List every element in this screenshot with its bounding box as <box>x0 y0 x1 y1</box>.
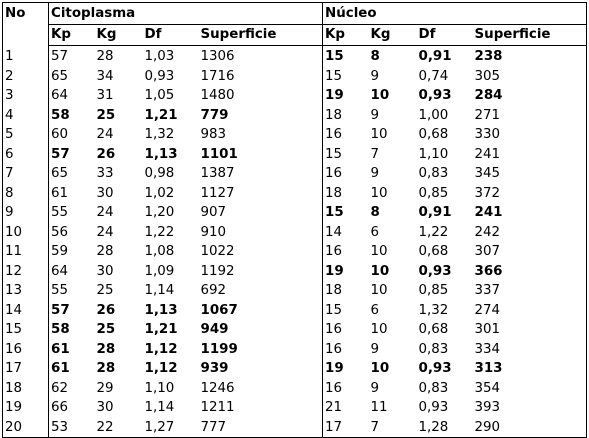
cell-no: 18 <box>5 380 23 396</box>
cell-nucleo-kp: 14 <box>323 223 369 243</box>
header-citoplasma-kg: Kg <box>95 25 143 46</box>
cell-citoplasma-kp: 57 <box>49 301 95 321</box>
cell-nucleo-df: 0,68 <box>418 244 449 259</box>
cell-citoplasma-kp: 59 <box>49 242 95 262</box>
cell-nucleo-superficie: 366 <box>474 263 503 279</box>
cell-nucleo-df: 0,91 <box>418 205 452 220</box>
table-row <box>3 398 587 418</box>
cell-citoplasma-kg: 24 <box>96 224 114 240</box>
table-row <box>3 359 587 379</box>
cell-citoplasma-kp: 61 <box>49 340 95 360</box>
cell-nucleo-kp: 21 <box>323 398 369 418</box>
cell-nucleo-kp: 15 <box>323 46 369 67</box>
cell-nucleo-df: 0,68 <box>418 127 449 142</box>
cell-citoplasma-df: 1,14 <box>144 400 175 415</box>
cell-no: 7 <box>5 166 14 181</box>
cell-nucleo-superficie: 238 <box>474 49 503 64</box>
header-nucleo-kg: Kg <box>369 25 417 46</box>
cell-nucleo-df: 0,93 <box>418 88 452 103</box>
cell-no: 14 <box>5 302 23 318</box>
cell-nucleo-df: 0,85 <box>418 185 449 201</box>
cell-nucleo-kp: 18 <box>323 184 369 204</box>
cell-citoplasma-kp: 53 <box>49 418 95 438</box>
cell-citoplasma-superficie: 1387 <box>200 166 235 181</box>
table-row <box>3 379 587 399</box>
cell-citoplasma-superficie: 1480 <box>200 88 235 103</box>
cell-nucleo-superficie: 301 <box>474 322 501 337</box>
cell-nucleo-kp: 16 <box>323 320 369 340</box>
table-row <box>3 184 587 204</box>
table-row <box>3 340 587 360</box>
cell-nucleo-kg: 11 <box>370 400 388 415</box>
cell-citoplasma-kp: 57 <box>49 145 95 165</box>
cell-citoplasma-superficie: 777 <box>200 419 227 435</box>
cell-nucleo-kg: 10 <box>370 283 388 298</box>
cell-citoplasma-df: 1,12 <box>144 361 178 376</box>
cell-nucleo-kp: 19 <box>323 359 369 379</box>
cell-citoplasma-kg: 25 <box>96 283 114 298</box>
cell-citoplasma-superficie: 1716 <box>200 68 235 84</box>
cell-nucleo-df: 0,83 <box>418 341 449 357</box>
cell-nucleo-kg: 9 <box>370 166 380 181</box>
table-row <box>3 164 587 184</box>
header-nucleo: Núcleo <box>323 3 587 25</box>
cell-nucleo-df: 0,83 <box>418 380 449 396</box>
data-table-container <box>2 2 586 435</box>
cell-no: 3 <box>5 88 14 103</box>
cell-citoplasma-df: 1,14 <box>144 283 175 298</box>
cell-no: 19 <box>5 400 23 415</box>
cell-nucleo-df: 1,32 <box>418 302 449 318</box>
cell-nucleo-superficie: 307 <box>474 244 501 259</box>
table-row <box>3 223 587 243</box>
cell-citoplasma-df: 1,32 <box>144 127 175 142</box>
cell-citoplasma-kg: 30 <box>96 400 114 415</box>
cell-citoplasma-superficie: 1246 <box>200 380 235 396</box>
header-row-columns <box>3 25 587 46</box>
cell-citoplasma-superficie: 1306 <box>200 49 235 64</box>
cell-citoplasma-kp: 55 <box>49 281 95 301</box>
cell-nucleo-kg: 10 <box>370 127 388 142</box>
cell-citoplasma-df: 1,21 <box>144 107 178 123</box>
cell-no: 20 <box>5 419 23 435</box>
table-row <box>3 242 587 262</box>
header-citoplasma-kp: Kp <box>49 25 95 46</box>
cell-citoplasma-kg: 25 <box>96 107 116 123</box>
cell-nucleo-kg: 6 <box>370 302 380 318</box>
cell-citoplasma-kg: 33 <box>96 166 114 181</box>
cell-nucleo-superficie: 271 <box>474 107 501 123</box>
table-row <box>3 86 587 106</box>
data-table <box>2 2 587 438</box>
cell-citoplasma-superficie: 939 <box>200 361 229 376</box>
cell-nucleo-kp: 16 <box>323 340 369 360</box>
cell-citoplasma-kg: 24 <box>96 127 114 142</box>
cell-nucleo-kg: 6 <box>370 224 380 240</box>
cell-citoplasma-kg: 28 <box>96 361 116 376</box>
cell-nucleo-kp: 15 <box>323 145 369 165</box>
cell-no: 9 <box>5 205 14 220</box>
cell-citoplasma-kg: 22 <box>96 419 114 435</box>
cell-citoplasma-kp: 61 <box>49 184 95 204</box>
table-row <box>3 125 587 145</box>
cell-nucleo-df: 1,00 <box>418 107 449 123</box>
cell-nucleo-kp: 16 <box>323 379 369 399</box>
cell-citoplasma-superficie: 1022 <box>200 244 235 259</box>
cell-nucleo-df: 0,93 <box>418 400 449 415</box>
cell-nucleo-df: 0,93 <box>418 361 452 376</box>
cell-no: 1 <box>5 48 14 64</box>
cell-nucleo-superficie: 345 <box>474 166 501 181</box>
cell-nucleo-superficie: 241 <box>474 205 503 220</box>
cell-nucleo-kg: 9 <box>370 380 380 396</box>
table-row <box>3 301 587 321</box>
cell-nucleo-superficie: 354 <box>474 380 501 396</box>
cell-citoplasma-superficie: 949 <box>200 322 229 337</box>
cell-nucleo-kp: 15 <box>323 301 369 321</box>
cell-nucleo-df: 1,22 <box>418 224 449 240</box>
cell-no: 10 <box>5 224 23 240</box>
cell-citoplasma-kp: 65 <box>49 164 95 184</box>
cell-citoplasma-kg: 31 <box>96 88 114 103</box>
cell-no: 15 <box>5 322 23 337</box>
cell-no: 4 <box>5 107 14 123</box>
cell-nucleo-superficie: 334 <box>474 341 501 357</box>
cell-citoplasma-kp: 57 <box>49 46 95 67</box>
cell-no: 11 <box>5 244 23 259</box>
cell-nucleo-superficie: 242 <box>474 224 501 240</box>
cell-nucleo-superficie: 393 <box>474 400 501 415</box>
cell-citoplasma-df: 1,12 <box>144 341 178 357</box>
cell-citoplasma-df: 1,22 <box>144 224 175 240</box>
cell-nucleo-superficie: 313 <box>474 361 503 376</box>
table-row <box>3 106 587 126</box>
cell-nucleo-kg: 7 <box>370 146 380 162</box>
cell-nucleo-kg: 10 <box>370 244 388 259</box>
cell-citoplasma-df: 1,27 <box>144 419 175 435</box>
cell-citoplasma-df: 1,08 <box>144 244 175 259</box>
cell-nucleo-kp: 15 <box>323 67 369 87</box>
cell-nucleo-kp: 16 <box>323 242 369 262</box>
cell-nucleo-kg: 10 <box>370 361 390 376</box>
cell-no: 13 <box>5 283 23 298</box>
table-row <box>3 46 587 67</box>
cell-citoplasma-kp: 62 <box>49 379 95 399</box>
cell-citoplasma-df: 1,13 <box>144 146 178 162</box>
header-nucleo-kp: Kp <box>323 25 369 46</box>
cell-citoplasma-superficie: 907 <box>200 205 227 220</box>
cell-nucleo-superficie: 274 <box>474 302 501 318</box>
cell-nucleo-kp: 18 <box>323 281 369 301</box>
cell-citoplasma-superficie: 910 <box>200 224 227 240</box>
cell-nucleo-df: 0,68 <box>418 322 449 337</box>
cell-nucleo-kp: 17 <box>323 418 369 438</box>
cell-citoplasma-kp: 66 <box>49 398 95 418</box>
cell-nucleo-df: 1,28 <box>418 419 449 435</box>
cell-citoplasma-kg: 26 <box>96 146 116 162</box>
cell-nucleo-kp: 19 <box>323 86 369 106</box>
cell-citoplasma-df: 1,03 <box>144 49 175 64</box>
cell-citoplasma-df: 1,02 <box>144 185 175 201</box>
cell-citoplasma-kp: 58 <box>49 106 95 126</box>
cell-nucleo-kp: 16 <box>323 164 369 184</box>
cell-citoplasma-kg: 25 <box>96 322 116 337</box>
cell-nucleo-kg: 9 <box>370 107 380 123</box>
table-body <box>3 46 587 438</box>
cell-citoplasma-superficie: 1192 <box>200 263 235 279</box>
table-row <box>3 281 587 301</box>
cell-citoplasma-kp: 55 <box>49 203 95 223</box>
table-row <box>3 320 587 340</box>
cell-nucleo-kg: 8 <box>370 49 380 64</box>
cell-nucleo-df: 0,93 <box>418 263 452 279</box>
cell-citoplasma-kp: 60 <box>49 125 95 145</box>
cell-citoplasma-kp: 64 <box>49 262 95 282</box>
table-row <box>3 262 587 282</box>
cell-no: 6 <box>5 146 14 162</box>
cell-citoplasma-superficie: 692 <box>200 283 227 298</box>
cell-nucleo-kp: 19 <box>323 262 369 282</box>
cell-no: 12 <box>5 263 23 279</box>
cell-citoplasma-superficie: 1199 <box>200 341 238 357</box>
cell-nucleo-superficie: 305 <box>474 68 501 84</box>
cell-nucleo-df: 1,10 <box>418 146 449 162</box>
cell-citoplasma-df: 1,10 <box>144 380 175 396</box>
cell-citoplasma-superficie: 983 <box>200 127 227 142</box>
header-citoplasma-df: Df <box>143 25 199 46</box>
cell-citoplasma-superficie: 1101 <box>200 146 238 162</box>
cell-nucleo-kg: 8 <box>370 205 380 220</box>
cell-citoplasma-kg: 29 <box>96 380 114 396</box>
cell-citoplasma-df: 1,05 <box>144 88 175 103</box>
cell-nucleo-kp: 18 <box>323 106 369 126</box>
cell-nucleo-df: 0,85 <box>418 283 449 298</box>
cell-citoplasma-kg: 26 <box>96 302 116 318</box>
cell-no: 8 <box>5 185 14 201</box>
cell-nucleo-kg: 10 <box>370 88 390 103</box>
cell-citoplasma-kp: 61 <box>49 359 95 379</box>
cell-nucleo-kg: 10 <box>370 185 388 201</box>
cell-citoplasma-superficie: 1211 <box>200 400 235 415</box>
cell-citoplasma-kg: 30 <box>96 185 114 201</box>
header-citoplasma: Citoplasma <box>49 3 323 25</box>
cell-citoplasma-df: 1,13 <box>144 302 178 318</box>
cell-no: 5 <box>5 127 14 142</box>
cell-nucleo-superficie: 284 <box>474 88 503 103</box>
cell-nucleo-df: 0,83 <box>418 166 449 181</box>
cell-nucleo-superficie: 337 <box>474 283 501 298</box>
cell-citoplasma-kg: 34 <box>96 68 114 84</box>
cell-citoplasma-kp: 65 <box>49 67 95 87</box>
cell-citoplasma-kg: 28 <box>96 49 114 64</box>
header-nucleo-df: Df <box>417 25 473 46</box>
cell-citoplasma-df: 1,09 <box>144 263 175 279</box>
table-row <box>3 67 587 87</box>
cell-citoplasma-kg: 28 <box>96 341 116 357</box>
header-no: No <box>5 6 26 21</box>
cell-nucleo-superficie: 241 <box>474 146 501 162</box>
cell-no: 17 <box>5 361 23 376</box>
cell-citoplasma-superficie: 1127 <box>200 185 235 201</box>
cell-nucleo-kg: 9 <box>370 68 380 84</box>
cell-nucleo-superficie: 372 <box>474 185 501 201</box>
cell-citoplasma-kp: 58 <box>49 320 95 340</box>
cell-citoplasma-df: 0,98 <box>144 166 175 181</box>
table-row <box>3 145 587 165</box>
cell-citoplasma-kp: 64 <box>49 86 95 106</box>
header-citoplasma-superficie: Superficie <box>199 25 323 46</box>
cell-nucleo-df: 0,91 <box>418 49 452 64</box>
table-row <box>3 418 587 438</box>
cell-citoplasma-superficie: 1067 <box>200 302 238 318</box>
header-row-groups <box>3 3 587 25</box>
cell-citoplasma-kg: 28 <box>96 244 114 259</box>
cell-nucleo-kg: 10 <box>370 263 390 279</box>
cell-nucleo-kg: 10 <box>370 322 388 337</box>
cell-citoplasma-superficie: 779 <box>200 107 229 123</box>
cell-citoplasma-df: 0,93 <box>144 68 175 84</box>
cell-citoplasma-df: 1,21 <box>144 322 178 337</box>
table-row <box>3 203 587 223</box>
cell-citoplasma-kg: 24 <box>96 205 114 220</box>
cell-no: 2 <box>5 68 14 84</box>
header-nucleo-superficie: Superficie <box>473 25 587 46</box>
cell-nucleo-df: 0,74 <box>418 68 449 84</box>
cell-nucleo-kp: 15 <box>323 203 369 223</box>
cell-no: 16 <box>5 341 23 357</box>
cell-nucleo-kg: 9 <box>370 341 380 357</box>
cell-nucleo-superficie: 330 <box>474 127 501 142</box>
cell-nucleo-kp: 16 <box>323 125 369 145</box>
cell-citoplasma-df: 1,20 <box>144 205 175 220</box>
cell-citoplasma-kp: 56 <box>49 223 95 243</box>
cell-citoplasma-kg: 30 <box>96 263 114 279</box>
cell-nucleo-kg: 7 <box>370 419 380 435</box>
cell-nucleo-superficie: 290 <box>474 419 501 435</box>
